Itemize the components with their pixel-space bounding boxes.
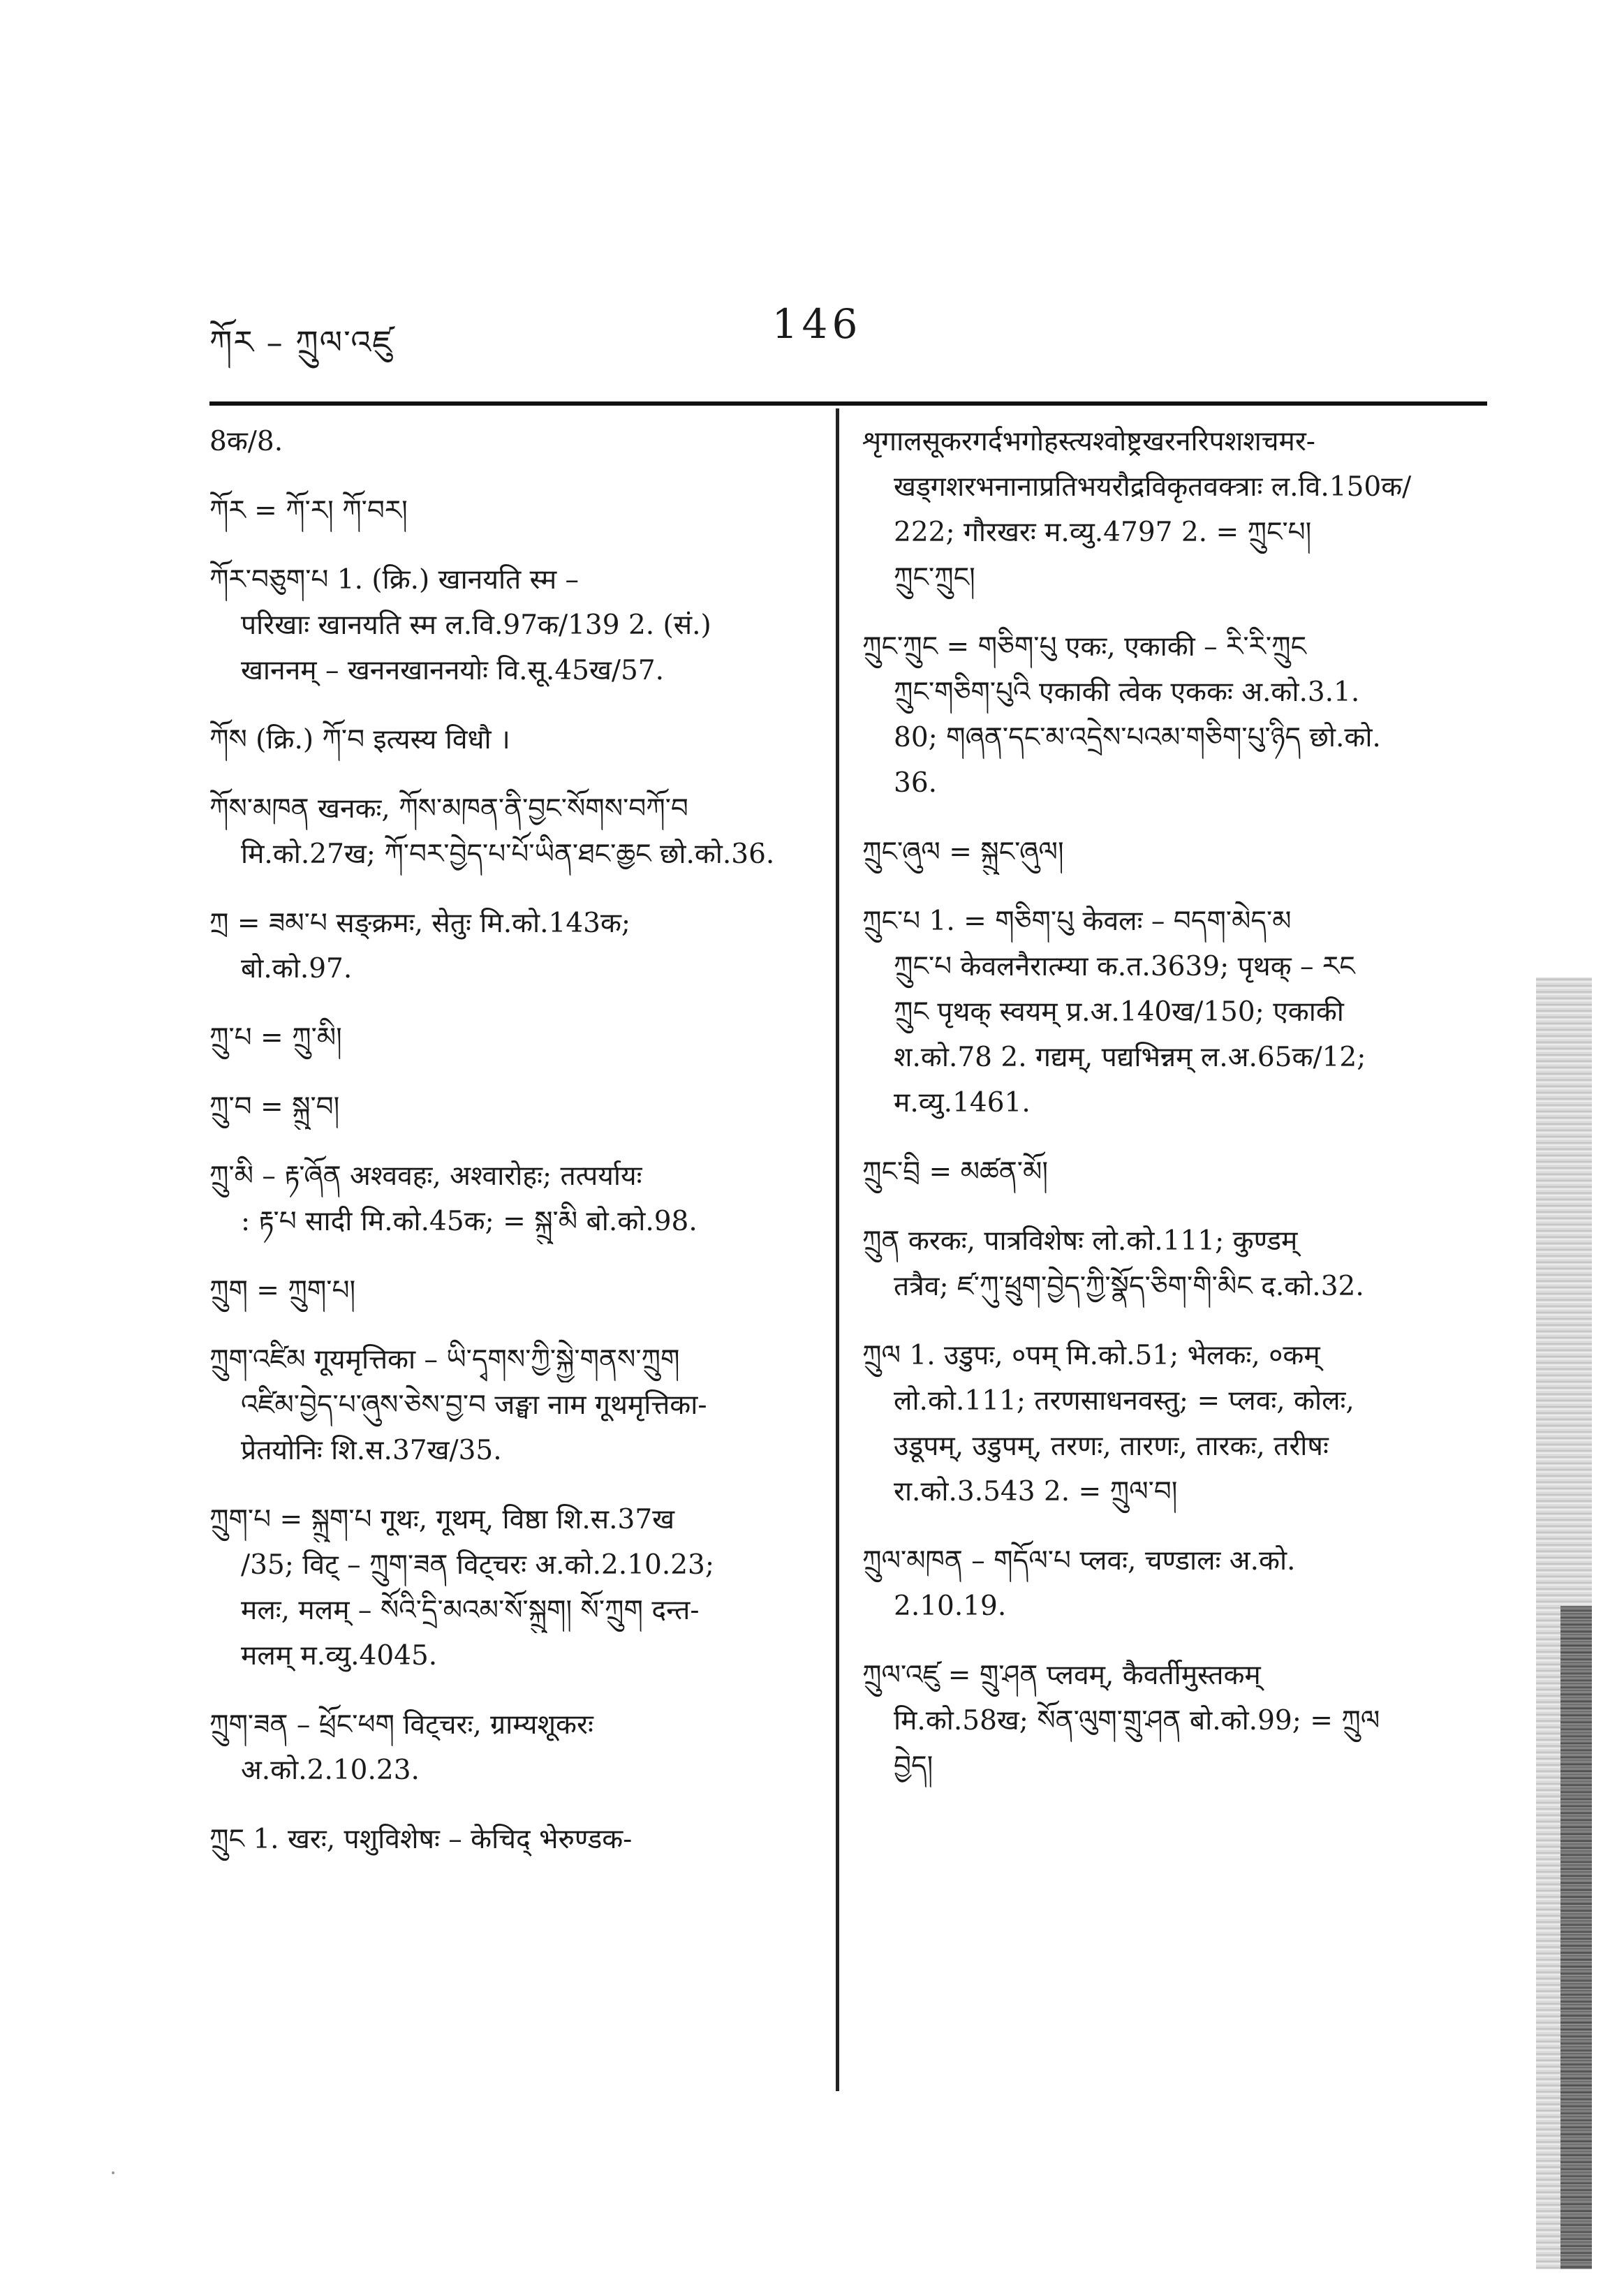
dictionary-entry <box>209 488 817 533</box>
entry-continuation: मि.को.58ख; སོན་ལུག་གྲུ་ཤན बो.को.99; = ཀྲུལ <box>894 1705 1380 1736</box>
entry-headline: ཀྲུང་ཞུལ = སྐྲུང་ཞུལ། <box>862 836 1064 868</box>
entry-continuation: मि.को.27ख; ཀོ་བར་བྱེད་པ་པོ་ཡིན་ཐང་ཆྱང छो.को.36. <box>241 839 775 870</box>
entry-headline: ཀྲུ་བ = སྐྲུ་བ། <box>209 1091 340 1123</box>
entry-headline: ཀྲུང་བྲི = མཚན་མོ། <box>862 1156 1049 1188</box>
entry-continuation: 2.10.19. <box>894 1591 1007 1622</box>
dictionary-entry <box>209 717 817 762</box>
dictionary-entry <box>209 1702 817 1793</box>
scan-edge-dark <box>1560 1606 1592 2269</box>
dictionary-entry <box>209 557 817 693</box>
entry-continuation: प्रेतयोनिः शि.स.37ख/35. <box>241 1435 502 1466</box>
entry-continuation: रा.को.3.543 2. = ཀྲུལ་བ། <box>894 1476 1178 1507</box>
entry-continuation: उडूपम्, उडुपम्, तरणः, तारणः, तारकः, तरीषः <box>894 1431 1329 1462</box>
entry-continuation: मलः, मलम् – སོའི་དྲི་མའམ་སོ་སྐྲུག། སོ་ཀྲུག दन्त- <box>241 1595 700 1626</box>
entry-headline: शृगालसूकरगर्दभगोहस्त्यश्वोष्ट्रखरनरिपशशचमर- <box>862 426 1315 457</box>
header-rule <box>209 401 1487 406</box>
entry-continuation: /35; विट् – ཀྲུག་ཟན विट्चरः अ.को.2.10.23; <box>241 1549 714 1581</box>
entry-continuation: लो.को.111; तरणसाधनवस्तु; = प्लवः, कोलः, <box>894 1385 1354 1417</box>
entry-continuation: मलम् म.व्यु.4045. <box>241 1640 438 1672</box>
entry-continuation: ཀྲུང་ཀྲུང། <box>894 562 975 593</box>
page-number: 146 <box>772 300 862 348</box>
entry-continuation: खाननम् – खननखाननयोः वि.सू.45ख/57. <box>241 655 665 686</box>
entry-headline: ཀྲུག་འཛིམ गूयमृत्तिका – ཡི་དྭགས་ཀྱི་སྐྱེ་གནས་ཀྲུག <box>209 1344 680 1375</box>
entry-headline: ཀྲུང་པ 1. = གཅིག་པུ केवलः – བདག་མེད་མ <box>862 906 1292 937</box>
entry-continuation: श.को.78 2. गद्यम्, पद्यभिन्नम् ल.अ.65क/12; <box>894 1042 1366 1073</box>
entry-continuation: བྱེད། <box>894 1750 933 1782</box>
entry-headline: ཀྲུག = ཀྲུག་པ། <box>209 1275 356 1306</box>
entry-headline: ཀྲུལ 1. उडुपः, ०पम् मि.को.51; भेलकः, ०कम् <box>862 1340 1320 1371</box>
dictionary-entry <box>209 1268 817 1313</box>
entry-headline: 8क/8. <box>209 426 283 457</box>
dictionary-entry <box>209 419 817 464</box>
dictionary-entry <box>209 1153 817 1244</box>
dictionary-entry <box>209 1817 817 1862</box>
entry-headline: ཀྲ = ཟམ་པ सङ्क्रमः, सेतुः मि.को.143क; <box>209 908 631 939</box>
entry-headline: ཀོས་མཁན खनकः, ཀོས་མཁན་ནི་བྱང་སོགས་བཀོ་བ <box>209 793 688 825</box>
dictionary-entry <box>209 1497 817 1678</box>
dictionary-entry <box>862 624 1477 806</box>
dictionary-entry <box>209 786 817 877</box>
entry-continuation: बो.को.97. <box>241 953 353 984</box>
entry-continuation: खड्गशरभनानाप्रतिभयरौद्रविकृतवक्त्राः ल.वि.150क/ <box>894 471 1412 503</box>
column-divider <box>836 408 839 2091</box>
entry-continuation: 222; गौरखरः म.व्यु.4797 2. = ཀྲུང་པ། <box>894 517 1312 548</box>
entry-headline: ཀྲུག་ཟན – ཕྲོང་ཕག विट्चरः, ग्राम्यशूकरः <box>209 1709 593 1741</box>
entry-continuation: ཀྲུང་པ केवलनैरात्म्या क.त.3639; पृथक् – རང <box>894 951 1355 982</box>
entry-headline: ཀོར = ཀོ་ར། ཀོ་བར། <box>209 495 408 526</box>
entry-headline: ཀོར་བཅུག་པ 1. (क्रि.) खानयति स्म – <box>209 564 580 596</box>
entry-headline: ཀྲུལ་མཁན – གདོལ་པ प्लवः, चण्डालः अ.को. <box>862 1545 1296 1577</box>
dictionary-entry <box>862 1653 1477 1789</box>
entry-headline: ཀྲུག་པ = སྐྲུག་པ गूथः, गूथम्, विष्ठा शि.स.37ख <box>209 1504 675 1535</box>
entry-continuation: तत्रैव; ཛ་ཀུ་ཕྲུག་བྱེད་ཀྱི་སྣོད་ཅིག་གི་མིང द.को.32. <box>894 1271 1364 1302</box>
left-column <box>209 419 817 1886</box>
dictionary-entry <box>209 1015 817 1061</box>
scan-speck <box>112 2171 115 2174</box>
entry-continuation: ཀྲུང पृथक् स्वयम् प्र.अ.140ख/150; एकाकी <box>894 996 1344 1028</box>
entry-continuation: 80; གཞན་དང་མ་འདྲེས་པའམ་གཅིག་པུ་ཉིད छो.को. <box>894 722 1381 753</box>
entry-continuation: परिखाः खानयति स्म ल.वि.97क/139 2. (सं.) <box>241 610 711 641</box>
entry-continuation: ཀྲུང་གཅིག་པུའི एकाकी त्वेक एककः अ.को.3.1. <box>894 677 1360 708</box>
entry-continuation: 36. <box>894 767 938 799</box>
dictionary-entry <box>862 1218 1477 1309</box>
entry-headline: ཀོས (क्रि.) ཀོ་བ इत्यस्य विधौ । <box>209 724 510 755</box>
entry-headline: ཀྲུ་མི – རྟ་ཞོན अश्ववहः, अश्वारोहः; तत्पर्यायः <box>209 1160 642 1192</box>
dictionary-entry <box>862 1149 1477 1195</box>
entry-continuation: म.व्यु.1461. <box>894 1087 1031 1119</box>
entry-headline: ཀྲུན करकः, पात्रविशेषः लो.को.111; कुण्डम् <box>862 1225 1298 1257</box>
dictionary-entry <box>862 899 1477 1126</box>
right-column <box>862 419 1477 1813</box>
entry-headline: ཀྲུང 1. खरः, पशुविशेषः – केचिद् भेरुण्डक- <box>209 1824 633 1855</box>
entry-continuation: : རྟ་པ सादी मि.को.45क; = སྐྲུ་མི बो.को.98. <box>241 1206 697 1237</box>
entry-continuation: འཛིམ་བྱེད་པ་ཞུས་ཅེས་བྱ་བ जङ्घा नाम गूथमृत्तिका- <box>241 1389 707 1421</box>
entry-continuation: अ.को.2.10.23. <box>241 1755 420 1786</box>
running-head: ཀོར – ཀྲུལ་འཛུ <box>209 323 394 361</box>
dictionary-entry <box>862 1333 1477 1514</box>
dictionary-entry <box>862 419 1477 600</box>
dictionary-entry <box>209 1337 817 1473</box>
dictionary-entry <box>209 1084 817 1130</box>
dictionary-entry <box>209 901 817 991</box>
entry-headline: ཀྲུ་པ = ཀྲུ་མི། <box>209 1022 342 1054</box>
entry-headline: ཀྲུལ་འཛུ = གྲུ་ཤན प्लवम्, कैवर्तीमुस्तकम् <box>862 1660 1261 1691</box>
dictionary-entry <box>862 1538 1477 1629</box>
dictionary-entry <box>862 829 1477 875</box>
entry-headline: ཀྲུང་ཀྲུང = གཅིག་པུ एकः, एकाकी – རི་རི་ཀྲུང <box>862 631 1306 663</box>
